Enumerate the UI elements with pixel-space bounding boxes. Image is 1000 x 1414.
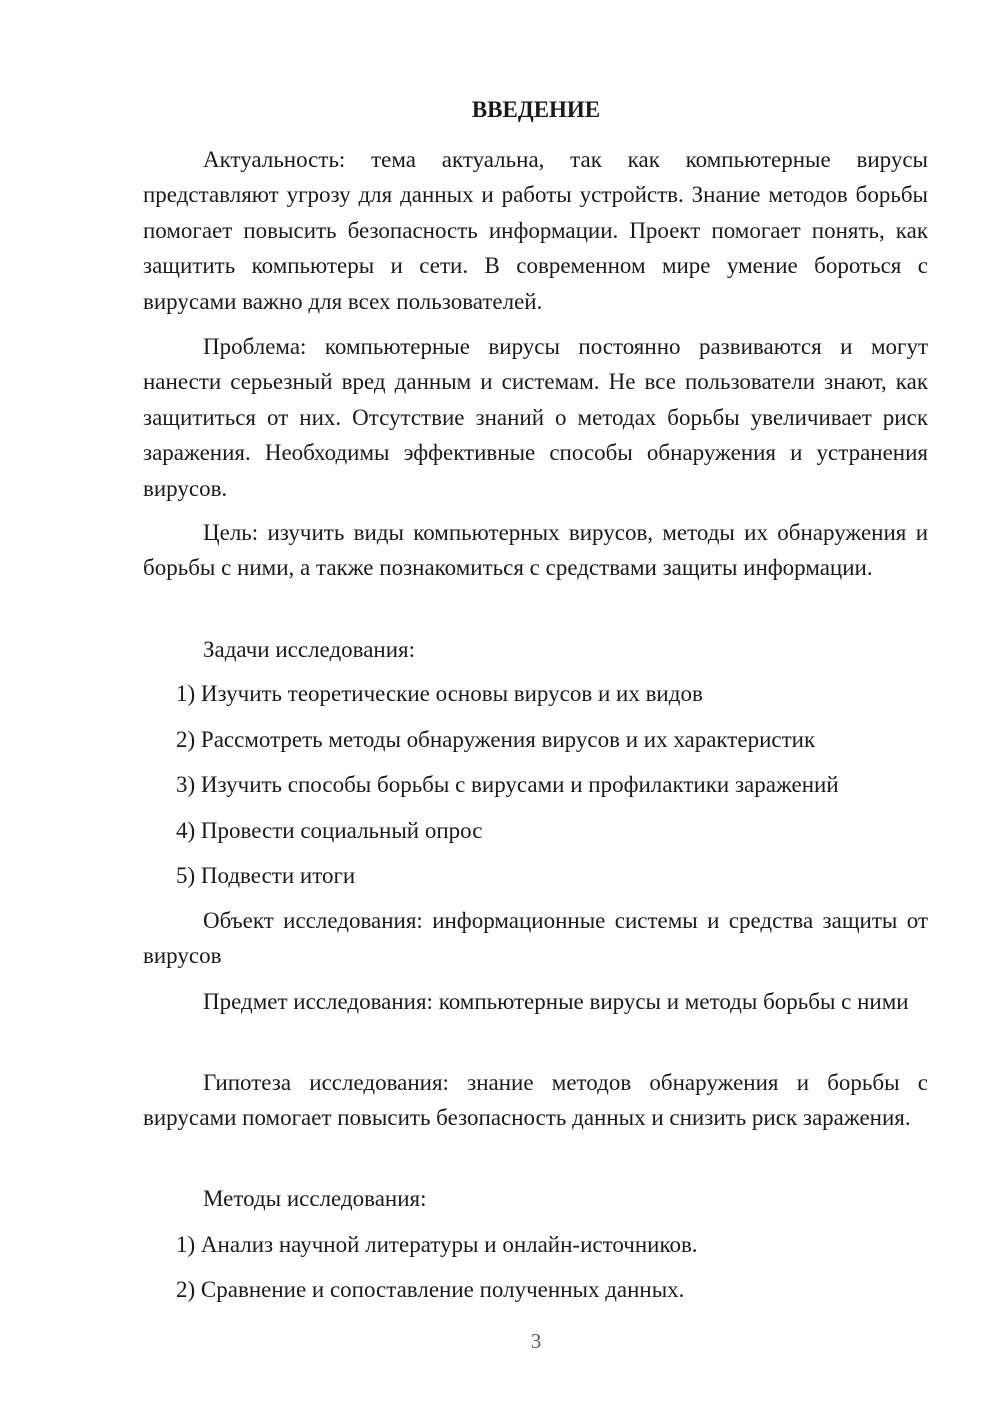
task-item: 3) Изучить способы борьбы с вирусами и профилактики заражений xyxy=(176,772,839,797)
task-item: 1) Изучить теоретические основы вирусов и их видов xyxy=(176,681,703,706)
method-item: 2) Сравнение и сопоставление полученных данных. xyxy=(176,1277,685,1302)
relevance-paragraph: Актуальность: тема актуальна, так как компьютерные вирусы представляют угрозу для данных и работы устройств. Знание методов борьбы помогает повысить безопасность информации. Проект помогает понять, как защитить компьютеры и сети. В современном мире умение бороться с вирусами важно для всех пользователей. xyxy=(143,147,928,314)
subject-paragraph: Предмет исследования: компьютерные вирусы и методы борьбы с ними xyxy=(203,989,909,1014)
task-item: 5) Подвести итоги xyxy=(176,863,356,888)
goal-paragraph: Цель: изучить виды компьютерных вирусов, методы их обнаружения и борьбы с ними, а также познакомиться с средствами защиты информации. xyxy=(143,520,928,581)
task-item: 4) Провести социальный опрос xyxy=(176,818,483,843)
page-number: 3 xyxy=(530,1329,542,1353)
methods-heading: Методы исследования: xyxy=(203,1186,427,1211)
method-item: 1) Анализ научной литературы и онлайн-источников. xyxy=(176,1232,698,1257)
task-item: 2) Рассмотреть методы обнаружения вирусов и их характеристик xyxy=(176,727,816,752)
object-paragraph: Объект исследования: информационные системы и средства защиты от вирусов xyxy=(143,908,928,969)
tasks-heading: Задачи исследования: xyxy=(203,637,416,662)
problem-paragraph: Проблема: компьютерные вирусы постоянно развиваются и могут нанести серьезный вред данным и системам. Не все пользователи знают, как защититься от них. Отсутствие знаний о методах борьбы увеличивает риск заражения. Необходимы эффективные способы обнаружения и устранения вирусов. xyxy=(143,334,928,501)
hypothesis-paragraph: Гипотеза исследования: знание методов обнаружения и борьбы с вирусами помогает повысить безопасность данных и снизить риск заражения. xyxy=(143,1070,928,1131)
page-title: ВВЕДЕНИЕ xyxy=(471,97,601,122)
